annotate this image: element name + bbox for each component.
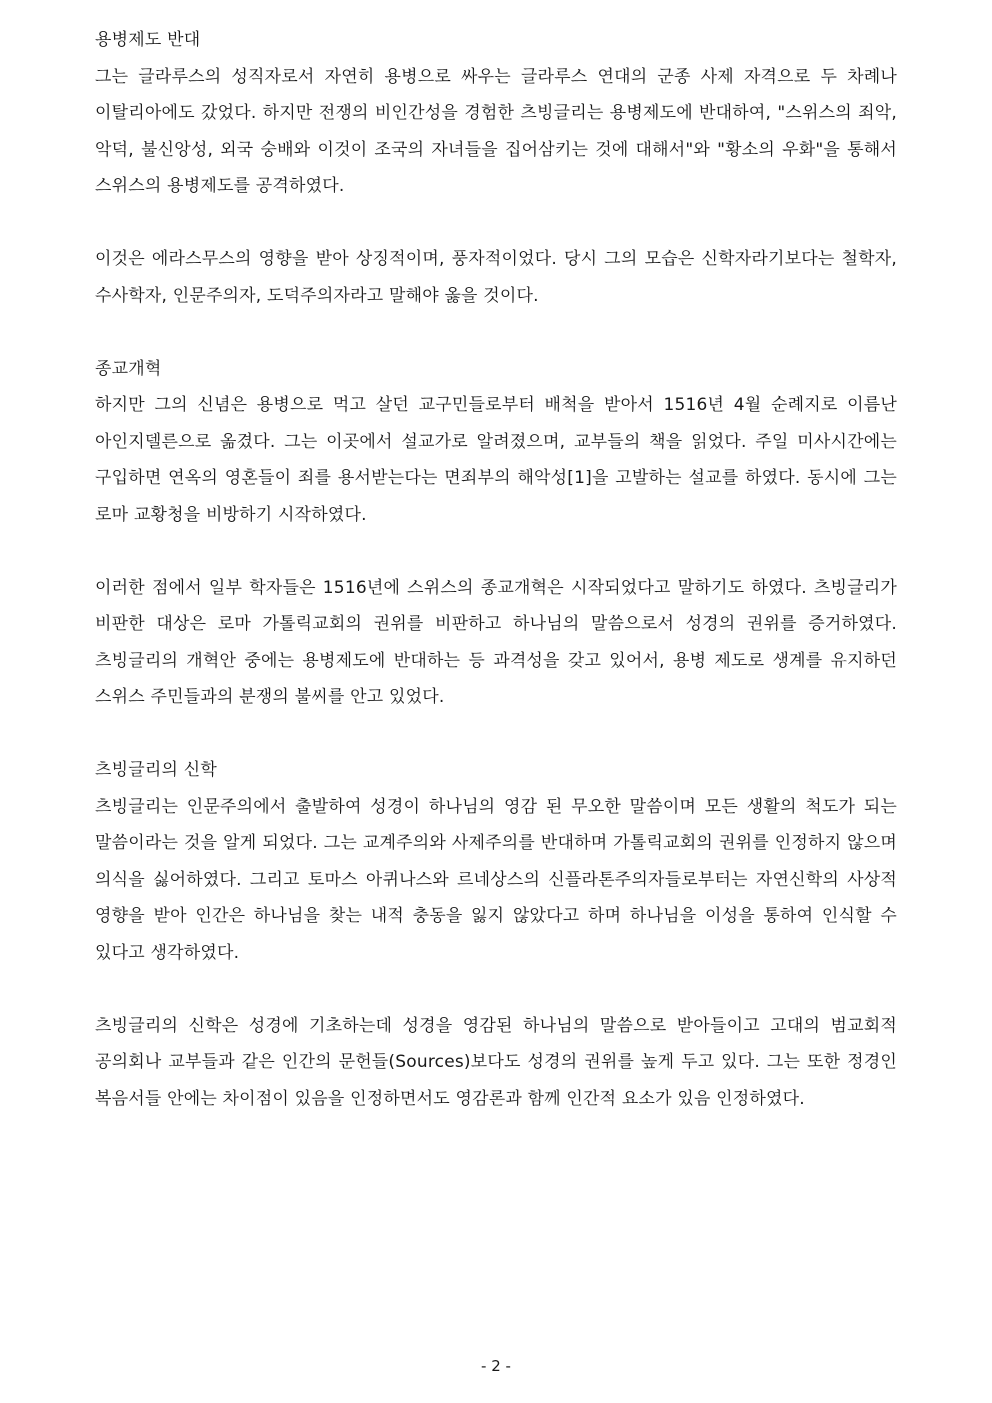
paragraph: 츠빙글리의 신학은 성경에 기초하는데 성경을 영감된 하나님의 말씀으로 받아들이고 고대의 범교회적 공의회나 교부들과 같은 인간의 문헌들(Sources)보다도 성경의 권위를 높게 두고 있다. 그는 또한 정경인 복음서들 안에는 차이점이 있음을 인정하면서도 영감론과 함께 인간적 요소가 있음 인정하였다. [95,1015,897,1109]
paragraph: 이러한 점에서 일부 학자들은 1516년에 스위스의 종교개혁은 시작되었다고 말하기도 하였다. 츠빙글리가 비판한 대상은 로마 가톨릭교회의 권위를 비판하고 하나님의 말씀으로서 성경의 권위를 증거하였다. 츠빙글리의 개혁안 중에는 용병제도에 반대하는 등 과격성을 갖고 있어서, 용병 제도로 생계를 유지하던 스위스 주민들과의 분쟁의 불씨를 안고 있었다. [95,577,897,707]
section-heading: 용병제도 반대 [95,30,201,50]
document-body [95,22,897,1117]
paragraph: 그는 글라루스의 성직자로서 자연히 용병으로 싸우는 글라루스 연대의 군종 사제 자격으로 두 차례나 이탈리아에도 갔었다. 하지만 전쟁의 비인간성을 경험한 츠빙글리는 용병제도에 반대하여, "스위스의 죄악, 악덕, 불신앙성, 외국 숭배와 이것이 조국의 자녀들을 집어삼키는 것에 대해서"와 "황소의 우화"을 통해서 스위스의 용병제도를 공격하였다. [95,66,897,196]
paragraph-gap [95,205,897,242]
paragraph-gap [95,533,897,570]
section-reformation [95,351,897,716]
paragraph: 이것은 에라스무스의 영향을 받아 상징적이며, 풍자적이었다. 당시 그의 모습은 신학자라기보다는 철학자, 수사학자, 인문주의자, 도덕주의자라고 말해야 옳을 것이다. [95,249,897,306]
section-gap [95,314,897,351]
section-zwingli-theology [95,752,897,1117]
section-heading: 츠빙글리의 신학 [95,760,217,780]
section-heading: 종교개혁 [95,358,162,379]
section-mercenary-opposition [95,22,897,314]
section-gap [95,716,897,753]
paragraph: 하지만 그의 신념은 용병으로 먹고 살던 교구민들로부터 배척을 받아서 1516년 4월 순례지로 이름난 아인지델른으로 옮겼다. 그는 이곳에서 설교가로 알려졌으며, 교부들의 책을 읽었다. 주일 미사시간에는 구입하면 연옥의 영혼들이 죄를 용서받는다는 면죄부의 해악성[1]을 고발하는 설교를 하였다. 동시에 그는 로마 교황청을 비방하기 시작하였다. [95,395,897,525]
page-number: - 2 - [481,1357,511,1375]
paragraph-gap [95,971,897,1008]
paragraph: 츠빙글리는 인문주의에서 출발하여 성경이 하나님의 영감 된 무오한 말씀이며 모든 생활의 척도가 되는 말씀이라는 것을 알게 되었다. 그는 교계주의와 사제주의를 반대하며 가톨릭교회의 권위를 인정하지 않으며 의식을 싫어하였다. 그리고 토마스 아퀴나스와 르네상스의 신플라톤주의자들로부터는 자연신학의 사상적 영향을 받아 인간은 하나님을 찾는 내적 충동을 잃지 않았다고 하며 하나님을 이성을 통하여 인식할 수 있다고 생각하였다. [95,796,897,963]
